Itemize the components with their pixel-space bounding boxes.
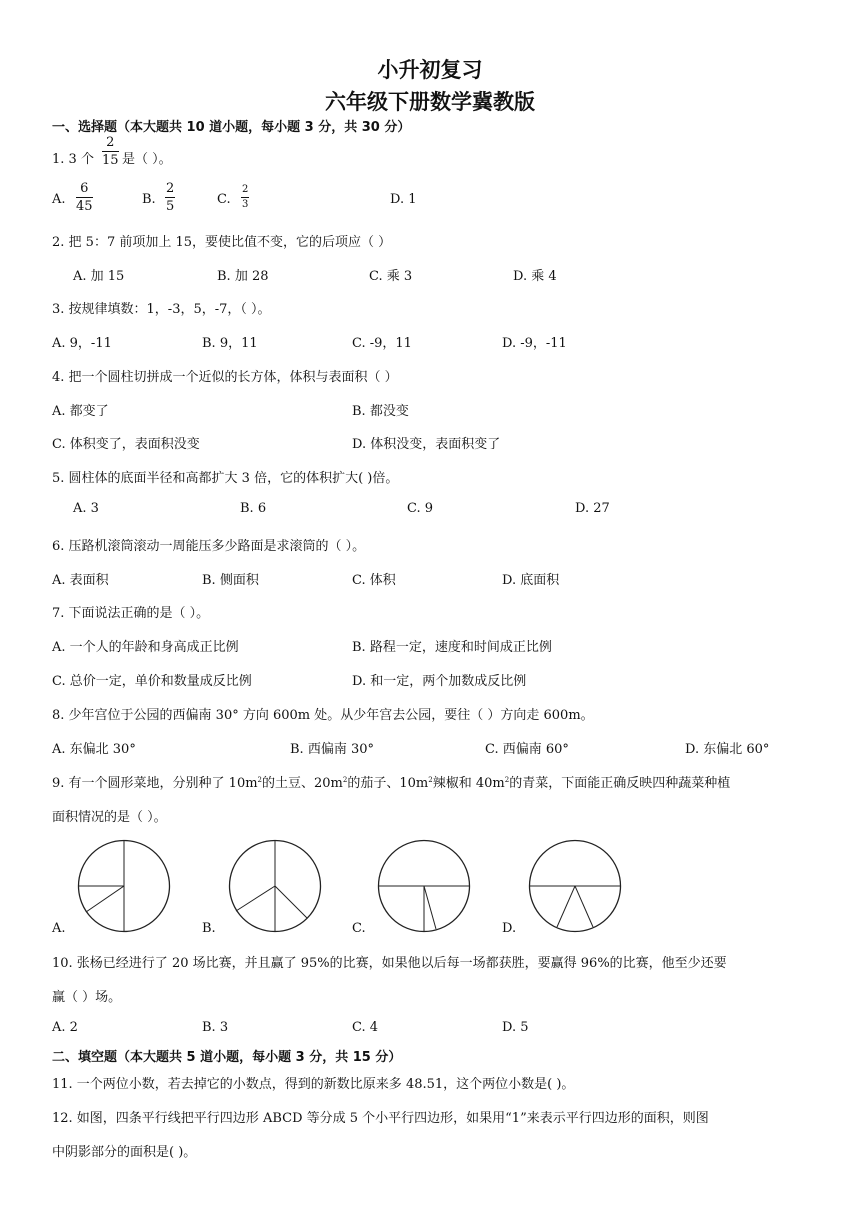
q7-stem: 7. 下面说法正确的是（ ）。	[52, 606, 210, 621]
q6-option-a: A. 表面积	[52, 573, 109, 588]
q1-option-b-label: B.	[142, 192, 156, 207]
q10-line2: 赢（ ）场。	[52, 990, 122, 1005]
q7-option-d: D. 和一定，两个加数成反比例	[352, 674, 527, 689]
q2-option-b: B. 加 28	[217, 269, 269, 284]
q8-option-a: A. 东偏北 30°	[52, 742, 136, 757]
q7-option-a: A. 一个人的年龄和身高成正比例	[52, 640, 239, 655]
q5-option-d: D. 27	[575, 501, 610, 516]
q5-option-b: B. 6	[240, 501, 267, 516]
q8-option-c: C. 西偏南 60°	[485, 742, 569, 757]
q3-option-a: A. 9，-11	[52, 336, 112, 351]
q1-fraction: $\frac{2}{15}$	[102, 135, 119, 168]
pie-chart-option-c	[376, 838, 472, 934]
q6-option-c: C. 体积	[352, 573, 396, 588]
q11-stem: 11. 一个两位小数，若去掉它的小数点，得到的新数比原来多 48.51，这个两位小数是( )。	[52, 1077, 575, 1092]
q4-stem: 4. 把一个圆柱切拼成一个近似的长方体，体积与表面积（ ）	[52, 370, 398, 385]
q9-option-b-label: B.	[202, 921, 216, 936]
q10-option-c: C. 4	[352, 1020, 379, 1035]
q1-option-c-label: C.	[217, 192, 231, 207]
q12-line1: 12. 如图，四条平行线把平行四边形 ABCD 等分成 5 个小平行四边形，如果用“1”来表示平行四边形的面积，则图	[52, 1111, 709, 1126]
q5-option-a: A. 3	[73, 501, 99, 516]
q10-line1: 10. 张杨已经进行了 20 场比赛，并且赢了 95%的比赛，如果他以后每一场都获胜，要赢得 96%的比赛，他至少还要	[52, 956, 727, 971]
q3-option-d: D. -9，-11	[502, 336, 567, 351]
q9-option-c-label: C.	[352, 921, 366, 936]
q1-option-a-label: A.	[52, 192, 66, 207]
pie-chart-option-a	[76, 838, 172, 934]
q3-stem: 3. 按规律填数：1，-3，5，-7，（ ）。	[52, 302, 271, 317]
q6-option-b: B. 侧面积	[202, 573, 259, 588]
q9-option-a-label: A.	[52, 921, 66, 936]
q10-option-d: D. 5	[502, 1020, 529, 1035]
q7-option-c: C. 总价一定，单价和数量成反比例	[52, 674, 252, 689]
q7-option-b: B. 路程一定，速度和时间成正比例	[352, 640, 552, 655]
q9-option-d-label: D.	[502, 921, 517, 936]
pie-chart-option-b	[227, 838, 323, 934]
q8-stem: 8. 少年宫位于公园的西偏南 30° 方向 600m 处。从少年宫去公园，要往（ ）方向走 600m。	[52, 708, 594, 723]
q1-suffix: 是（ ）。	[122, 152, 172, 167]
q1-option-a-fraction: $\frac{6}{45}$	[76, 181, 93, 214]
q3-option-c: C. -9，11	[352, 336, 412, 351]
q2-option-c: C. 乘 3	[369, 269, 413, 284]
q8-option-b: B. 西偏南 30°	[290, 742, 374, 757]
q1-option-c-fraction: $\frac{2}{3}$	[242, 184, 249, 210]
q1-option-b-fraction: $\frac{2}{5}$	[166, 181, 175, 214]
q6-option-d: D. 底面积	[502, 573, 560, 588]
q12-line2: 中阴影部分的面积是( )。	[52, 1145, 197, 1160]
q9-line1: 9. 有一个圆形菜地，分别种了 $10m^2$的土豆、$20m^2$的茄子、$10m^2$辣椒和 $40m^2$的青菜，下面能正确反映四种蔬菜种植	[52, 776, 731, 791]
q8-option-d: D. 东偏北 60°	[685, 742, 770, 757]
q2-stem: 2. 把 5：7 前项加上 15，要使比值不变，它的后项应（ ）	[52, 235, 392, 250]
q6-stem: 6. 压路机滚筒滚动一周能压多少路面是求滚筒的（ ）。	[52, 539, 366, 554]
pie-chart-option-d	[527, 838, 623, 934]
q4-option-b: B. 都没变	[352, 404, 409, 419]
section-heading-fill: 二、填空题（本大题共 5 道小题，每小题 3 分，共 15 分）	[52, 1050, 402, 1065]
q2-option-d: D. 乘 4	[513, 269, 557, 284]
section-heading-choice: 一、选择题（本大题共 10 道小题，每小题 3 分，共 30 分）	[52, 120, 411, 135]
q4-option-c: C. 体积变了，表面积没变	[52, 437, 200, 452]
q1-option-d: D. 1	[390, 192, 417, 207]
q5-stem: 5. 圆柱体的底面半径和高都扩大 3 倍，它的体积扩大( )倍。	[52, 471, 399, 486]
q10-option-b: B. 3	[202, 1020, 229, 1035]
q2-option-a: A. 加 15	[73, 269, 125, 284]
doc-subtitle: 六年级下册数学冀教版	[325, 90, 535, 114]
q9-line2: 面积情况的是（ ）。	[52, 810, 167, 825]
q4-option-a: A. 都变了	[52, 404, 109, 419]
doc-title: 小升初复习	[377, 58, 483, 82]
q3-option-b: B. 9，11	[202, 336, 258, 351]
q1-prefix: 1. 3 个	[52, 152, 94, 167]
q5-option-c: C. 9	[407, 501, 434, 516]
q10-option-a: A. 2	[52, 1020, 78, 1035]
q4-option-d: D. 体积没变，表面积变了	[352, 437, 501, 452]
